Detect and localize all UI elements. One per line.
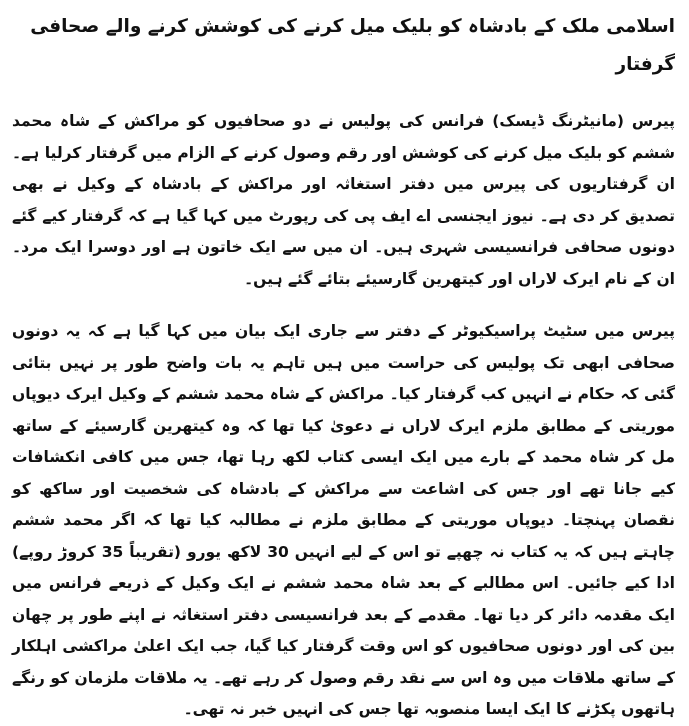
article-paragraph-2: پیرس میں سٹیٹ پراسیکیوٹر کے دفتر سے جاری ایک بیان میں کہا گیا ہے کہ یہ دونوں صحافی ابھی تک پولیس کی حراست میں ہیں تاہم یہ بات واضح طور پر نہیں بتائی گئی کہ حکام نے انہیں کب گرفتار کیا۔ مراکش کے شاہ محمد ششم کے وکیل ایرک دیوپاں موریتی کے مطابق ملزم ایرک لاراں نے دعویٰ کیا تھا کہ وہ کیتھرین گارسیئے کے ساتھ مل کر شاہ محمد کے بارے میں ایک ایسی کتاب لکھ رہا تھا، جس میں کافی انکشافات کیے جانا تھے اور جس کی اشاعت سے مراکش کے بادشاہ کی شخصیت اور ساکھ کو نقصان پہنچتا۔ دیوپاں موریتی کے مطابق ملزم نے مطالبہ کیا تھا کہ اگر محمد ششم چاہتے ہیں کہ یہ کتاب نہ چھپے تو اس کے لیے انہیں 30 لاکھ یورو (تقریباً 35 کروڑ روپے) ادا کیے جائیں۔ اس مطالبے کے بعد شاہ محمد ششم نے ایک وکیل کے ذریعے فرانس میں ایک مقدمہ دائر کر دیا تھا۔ مقدمے کے بعد فرانسیسی دفتر استغاثہ نے اپنے طور پر چھان بین کی اور دونوں صحافیوں کو اس وقت گرفتار کیا گیا، جب ایک اعلیٰ مراکشی اہلکار کے ساتھ ملاقات میں وہ اس سے نقد رقم وصول کر رہے تھے۔ یہ ملاقات ملزمان کو رنگے ہاتھوں پکڑنے کا ایک ایسا منصوبہ تھا جس کی انہیں خبر نہ تھی۔ [12,322,675,718]
article-headline: اسلامی ملک کے بادشاہ کو بلیک میل کرنے کی کوشش کرنے والے صحافی گرفتار [30,16,675,75]
article-paragraph-1: پیرس (مانیٹرنگ ڈیسک) فرانس کی پولیس نے دو صحافیوں کو مراکش کے شاہ محمد ششم کو بلیک میل کرنے کی کوشش اور رقم وصول کرنے کے الزام میں گرفتار کرلیا ہے۔ ان گرفتاریوں کی پیرس میں دفتر استغاثہ اور مراکش کے بادشاہ کے وکیل نے بھی تصدیق کر دی ہے۔ نیوز ایجنسی اے ایف پی کی رپورٹ میں کہا گیا ہے کہ گرفتار کیے گئے دونوں صحافی فرانسیسی شہری ہیں۔ ان میں سے ایک خاتون ہے اور دوسرا ایک مرد۔ ان کے نام ایرک لاراں اور کیتھرین گارسیئے بتائے گئے ہیں۔ [12,112,675,288]
